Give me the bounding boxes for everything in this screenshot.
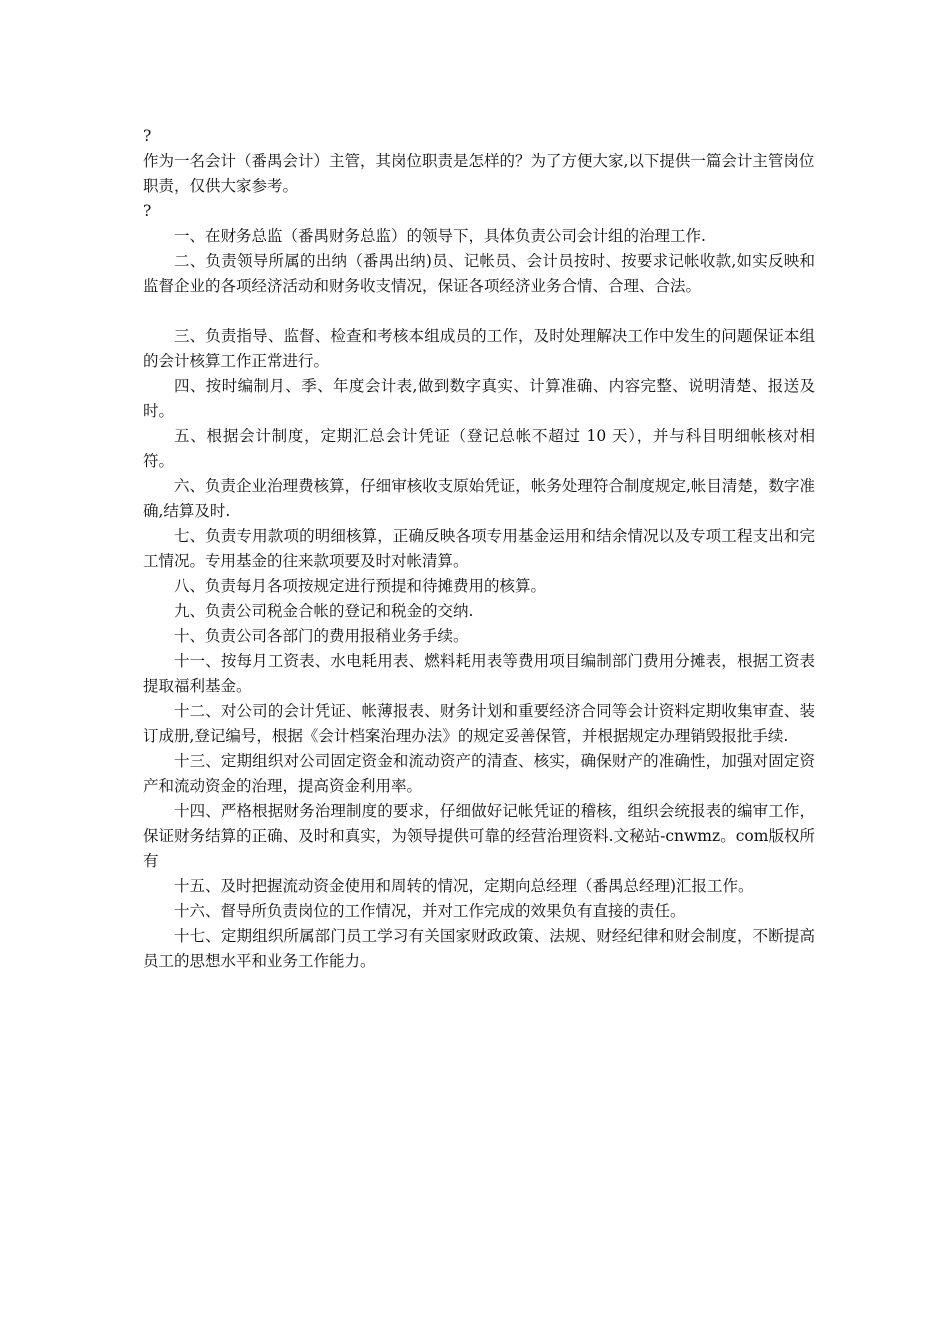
duty-item-2: 二、负责领导所属的出纳（番禺出纳)员、记帐员、会计员按时、按要求记帐收款,如实反映和监督企业的各项经济活动和财务收支情况，保证各项经济业务合情、合理、合法。 — [143, 252, 815, 295]
duty-item-6: 六、负责企业治理费核算，仔细审核收支原始凭证，帐务处理符合制度规定,帐目清楚，数字准确,结算及时. — [143, 477, 815, 520]
intro-paragraph: 作为一名会计（番禺会计）主管，其岗位职责是怎样的？为了方便大家,以下提供一篇会计主管岗位职责，仅供大家参考。 — [143, 152, 815, 195]
question-mark-bottom: ? — [143, 202, 152, 220]
duty-item-11: 十一、按每月工资表、水电耗用表、燃料耗用表等费用项目编制部门费用分摊表，根据工资表提取福利基金。 — [143, 652, 815, 695]
duty-item-14: 十四、严格根据财务治理制度的要求，仔细做好记帐凭证的稽核，组织会统报表的编审工作，保证财务结算的正确、及时和真实，为领导提供可靠的经营治理资料.文秘站-cnwmz。com版权所有 — [143, 802, 815, 870]
duty-item-4: 四、按时编制月、季、年度会计表,做到数字真实、计算准确、内容完整、说明清楚、报送及时。 — [143, 377, 815, 420]
duty-item-16: 十六、督导所负责岗位的工作情况，并对工作完成的效果负有直接的责任。 — [174, 902, 686, 920]
duty-item-13: 十三、定期组织对公司固定资金和流动资产的清查、核实，确保财产的准确性，加强对固定资产和流动资金的治理，提高资金利用率。 — [143, 752, 815, 795]
duty-item-9: 九、负责公司税金合帐的登记和税金的交纳. — [174, 602, 474, 620]
duty-item-5: 五、根据会计制度，定期汇总会计凭证（登记总帐不超过 10 天），并与科目明细帐核对相符。 — [143, 427, 815, 470]
document-body — [143, 124, 815, 974]
duty-item-7: 七、负责专用款项的明细核算，正确反映各项专用基金运用和结余情况以及专项工程支出和完工情况。专用基金的往来款项要及时对帐清算。 — [143, 527, 815, 570]
duty-item-10: 十、负责公司各部门的费用报稍业务手续。 — [174, 627, 469, 645]
duty-item-17: 十七、定期组织所属部门员工学习有关国家财政政策、法规、财经纪律和财会制度，不断提高员工的思想水平和业务工作能力。 — [143, 927, 815, 970]
question-mark-top: ? — [143, 127, 152, 145]
blank-line — [143, 299, 815, 324]
duty-item-12: 十二、对公司的会计凭证、帐薄报表、财务计划和重要经济合同等会计资料定期收集审查、装订成册,登记编号，根据《会计档案治理办法》的规定妥善保管，并根据规定办理销毁报批手续. — [143, 702, 815, 745]
duty-item-1: 一、在财务总监（番禺财务总监）的领导下，具体负责公司会计组的治理工作. — [174, 227, 706, 245]
duty-item-15: 十五、及时把握流动资金使用和周转的情况，定期向总经理（番禺总经理)汇报工作。 — [174, 877, 754, 895]
duty-item-8: 八、负责每月各项按规定进行预提和待摊费用的核算。 — [174, 577, 547, 595]
duty-item-3: 三、负责指导、监督、检查和考核本组成员的工作，及时处理解决工作中发生的问题保证本组的会计核算工作正常进行。 — [143, 327, 815, 370]
